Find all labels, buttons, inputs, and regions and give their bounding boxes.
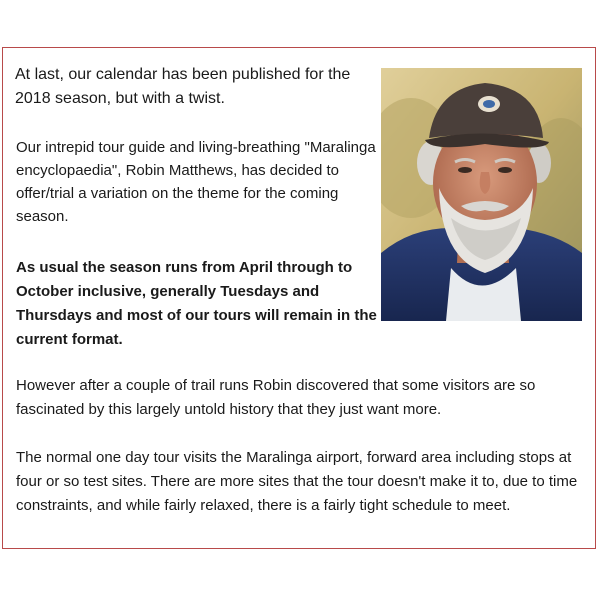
paragraph-tour-details: The normal one day tour visits the Maralinga airport, forward area including stops at four or so test sites. There are more sites that the tour doesn't make it to, due to time constraints, and while fairly relaxed, there is a fairly tight schedule to meet.: [16, 449, 578, 514]
portrait-illustration: [381, 68, 582, 321]
paragraph-season-bold: As usual the season runs from April through to October inclusive, generally Tuesdays and Thursdays and most of our tours will remain in the current format.: [16, 259, 377, 348]
paragraph-visitors: However after a couple of trail runs Robin discovered that some visitors are so fascinated by this largely untold history that they just want more.: [16, 377, 536, 418]
paragraph-guide-intro: Our intrepid tour guide and living-breathing "Maralinga encyclopaedia", Robin Matthews, has decided to offer/trial a variation on the theme for the coming season.: [16, 139, 376, 225]
lead-paragraph: At last, our calendar has been published for the 2018 season, but with a twist.: [15, 66, 351, 107]
portrait-photo: [381, 68, 582, 321]
